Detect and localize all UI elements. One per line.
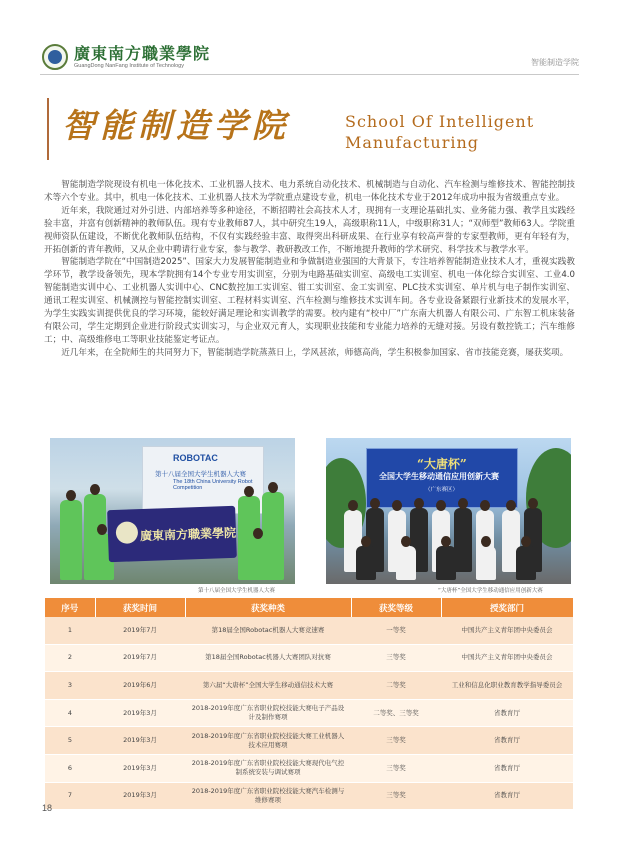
mobile-comm-competition-photo (326, 438, 571, 584)
screen-title: “大唐杯” (417, 457, 467, 471)
cell-issuer: 中国共产主义青年团中央委员会 (441, 644, 573, 672)
cell-date: 2019年3月 (95, 699, 185, 727)
header-divider (40, 74, 579, 75)
cell-issuer: 省教育厅 (441, 782, 573, 810)
header-date: 获奖时间 (95, 598, 185, 617)
cell-issuer: 中国共产主义青年团中央委员会 (441, 617, 573, 644)
school-banner (107, 506, 237, 562)
school-seal-icon (42, 44, 68, 70)
cell-award-type: 2018-2019年度广东省职业院校技能大赛汽车检测与维修赛项 (185, 782, 351, 810)
paragraph: 智能制造学院在“中国制造2025”、国家大力发展智能制造业和争做制造业强国的大背景下，专注培养智能制造业技术人才，重视实践教学环节，教学设备领先，现本学院拥有14个专业专用实训室，分别为电路基础实训室、高级电工实训室、机电一体化综合实训室、工业4.0智能制造实训中心、工业机器人实训中心、CNC数控加工实训室、钳工实训室、金工实训室、PLC技术实训室、单片机与电子制作实训室、通讯工程实训室、机械测控与智能控制实训室、工程材料实训室、汽车检测与维修技术实训车间。各专业设备紧跟行业新技术的发展水平，为学生实践实训提供优良的学习环境，能较好满足理论和实训教学的需要。校内建有“校中厂”广东南大机器人有限公司、广东智工机床装备有限公司，学生定期到企业进行阶段式实训实习，与企业双元育人，实现职业技能和专业能力培养的无缝对接。另设有数控铣工；汽车维修工；中、高级维修电工等职业技能鉴定考证点。 (44, 257, 575, 345)
cell-award-type: 2018-2019年度广东省职业院校技能大赛现代电气控制系统安装与调试赛项 (185, 754, 351, 782)
backdrop-brand: ROBOTAC (173, 453, 218, 463)
robot-competition-photo (50, 438, 295, 584)
backdrop-title: 第十八届全国大学生机器人大赛 (155, 470, 246, 478)
header-issuer: 授奖部门 (441, 598, 573, 617)
photo-caption-left: 第十八届全国大学生机器人大赛 (198, 588, 276, 594)
cell-date: 2019年3月 (95, 782, 185, 810)
cell-award-type: 第六届“大唐杯”全国大学生移动通信技术大赛 (185, 672, 351, 700)
screen-region: （广东赛区） (425, 487, 459, 493)
page-number: 18 (42, 803, 53, 813)
page-title-en (345, 111, 534, 153)
cell-index: 7 (45, 782, 95, 810)
school-name-cn: 廣東南方職業學院 (74, 43, 211, 63)
body-text (44, 179, 575, 360)
banner-emblem-icon (116, 521, 139, 544)
table-row (45, 754, 573, 782)
backdrop-subtitle: The 18th China University Robot Competition (173, 479, 253, 491)
table-row (45, 644, 573, 672)
cell-award-level: 二等奖 (351, 672, 441, 700)
cell-date: 2019年6月 (95, 672, 185, 700)
header-index: 序号 (45, 598, 95, 617)
paragraph: 智能制造学院现设有机电一体化技术、工业机器人技术、电力系统自动化技术、机械制造与自动化、汽车检测与维修技术、智能控制技术等六个专业。其中，机电一体化技术、工业机器人技术为学院重点建设专业，机电一体化技术专业于2012年成功申报为省级重点专业。 (44, 180, 575, 203)
title-accent-bar (47, 98, 49, 160)
cell-index: 2 (45, 644, 95, 672)
page-title-en-line2: Manufacturing (345, 133, 479, 152)
section-tag: 智能制造学院 (531, 58, 579, 67)
page-title-en-line1: School Of Intelligent (345, 112, 535, 131)
cell-award-level: 三等奖 (351, 754, 441, 782)
cell-index: 3 (45, 672, 95, 700)
screen-subtitle: 全国大学生移动通信应用创新大赛 (379, 472, 499, 481)
table-row (45, 727, 573, 755)
cell-award-level: 一等奖 (351, 617, 441, 644)
cell-index: 6 (45, 754, 95, 782)
cell-date: 2019年3月 (95, 727, 185, 755)
page-title-cn: 智能制造学院 (62, 106, 290, 145)
school-name (74, 45, 210, 70)
awards-table (45, 598, 574, 810)
paragraph: 近几年来，在全院师生的共同努力下，智能制造学院蒸蒸日上，学风甚浓，师德高尚，学生积极参加国家、省市技能竞赛，屡获奖项。 (61, 347, 569, 358)
table-row (45, 782, 573, 810)
banner-text: 廣東南方職業學院 (139, 525, 237, 544)
header-award-level: 获奖等级 (351, 598, 441, 617)
cell-award-level: 二等奖、三等奖 (351, 699, 441, 727)
cell-award-type: 2018-2019年度广东省职业院校技能大赛工业机器人技术应用赛项 (185, 727, 351, 755)
cell-issuer: 省教育厅 (441, 699, 573, 727)
cell-issuer: 省教育厅 (441, 727, 573, 755)
cell-award-level: 三等奖 (351, 727, 441, 755)
cell-issuer: 省教育厅 (441, 754, 573, 782)
cell-index: 5 (45, 727, 95, 755)
cell-award-type: 第18届全国Robotac机器人大赛团队对抗赛 (185, 644, 351, 672)
school-logo (42, 44, 210, 70)
photo-caption-right: “大唐杯”全国大学生移动通信应用创新大赛 (438, 588, 543, 594)
cell-index: 4 (45, 699, 95, 727)
table-row (45, 617, 573, 644)
paragraph: 近年来，我院通过对外引进、内部培养等多种途径，不断招聘社会高技术人才，现拥有一支理论基础扎实、业务能力强、教学且实践经验丰富，并富有创新精神的教师队伍。现有专业教师87人，其中研究生19人，高级职称11人，中级职称31人；“双师型”教师63人。学院重视师资队伍建设，不断优化教师队伍结构，不仅有实践经验丰富、取得突出科研成果、在行业享有较高声誉的专家型教师，更有年轻有为，开拓创新的青年教师，又从企业中聘请行业专家，参与教学、教研教改工作，不断地提升教师的学术研究、科学技术与教学水平。 (44, 205, 575, 255)
table-row (45, 699, 573, 727)
table-row (45, 672, 573, 700)
cell-issuer: 工业和信息化职业教育教学指导委员会 (441, 672, 573, 700)
header-award-type: 获奖种类 (185, 598, 351, 617)
cell-index: 1 (45, 617, 95, 644)
cell-award-level: 三等奖 (351, 782, 441, 810)
school-name-en: GuangDong NanFang Institute of Technology (74, 62, 184, 69)
cell-award-type: 2018-2019年度广东省职业院校技能大赛电子产品设计及制作赛项 (185, 699, 351, 727)
cell-date: 2019年7月 (95, 644, 185, 672)
cell-award-type: 第18届全国Robotac机器人大赛竞速赛 (185, 617, 351, 644)
cell-date: 2019年7月 (95, 617, 185, 644)
table-header-row (45, 598, 573, 617)
cell-award-level: 三等奖 (351, 644, 441, 672)
cell-date: 2019年3月 (95, 754, 185, 782)
competition-screen (366, 448, 518, 508)
